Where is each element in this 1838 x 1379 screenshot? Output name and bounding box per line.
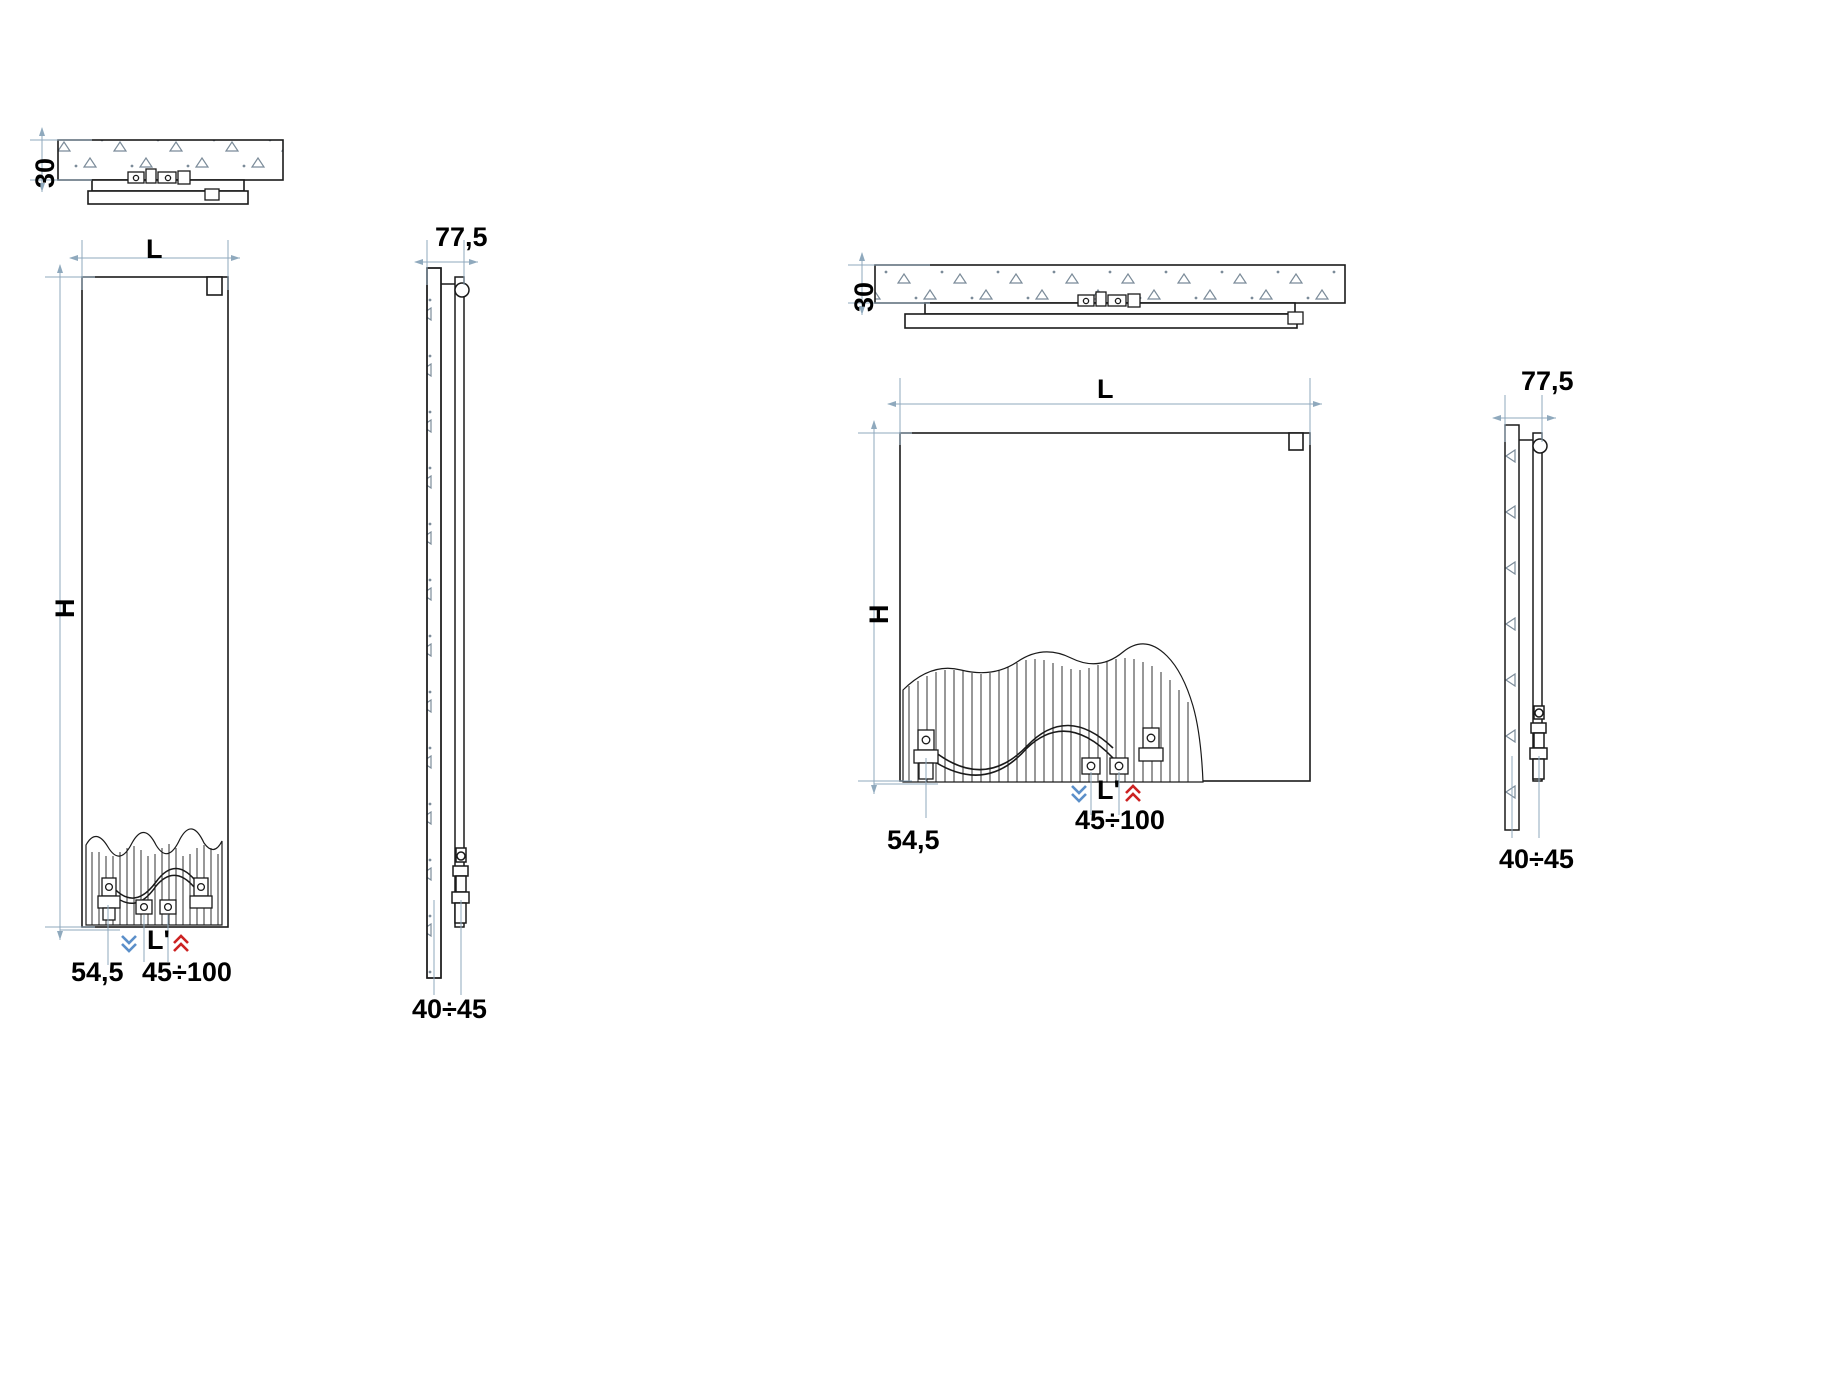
right-front-height-label-H: H: [864, 604, 894, 624]
right-top-section: [875, 265, 1345, 328]
right-side-view: [1505, 425, 1547, 830]
left-side-depth-label-775: 77,5: [435, 222, 488, 252]
right-front-width-label-L: L: [1097, 374, 1114, 404]
right-arrow-blue: [1072, 786, 1086, 801]
left-connection-range-label: 45÷100: [142, 957, 232, 987]
left-top-section: [58, 140, 283, 204]
right-bottom-offset-label-545: 54,5: [887, 825, 940, 855]
left-arrow-blue: [122, 936, 136, 951]
left-side-bottom-label-4045: 40÷45: [412, 994, 487, 1024]
right-top-section-label-30: 30: [849, 281, 879, 312]
right-side-depth-label-775: 77,5: [1521, 366, 1574, 396]
right-arrow-red: [1126, 786, 1140, 801]
right-connection-center-label-Lprime: L': [1097, 775, 1120, 805]
left-top-section-label-30: 30: [30, 157, 60, 188]
left-arrow-red: [174, 936, 188, 951]
left-connection-center-label-Lprime: L': [147, 925, 170, 955]
left-front-width-label-L: L: [146, 234, 163, 264]
left-side-view: [427, 268, 469, 978]
right-connection-range-label: 45÷100: [1075, 805, 1165, 835]
left-front-height-label-H: H: [50, 598, 80, 618]
left-front-view: [82, 277, 228, 927]
right-side-bottom-label-4045: 40÷45: [1499, 844, 1574, 874]
right-dim-775: [1493, 395, 1556, 442]
left-bottom-offset-label-545: 54,5: [71, 957, 124, 987]
